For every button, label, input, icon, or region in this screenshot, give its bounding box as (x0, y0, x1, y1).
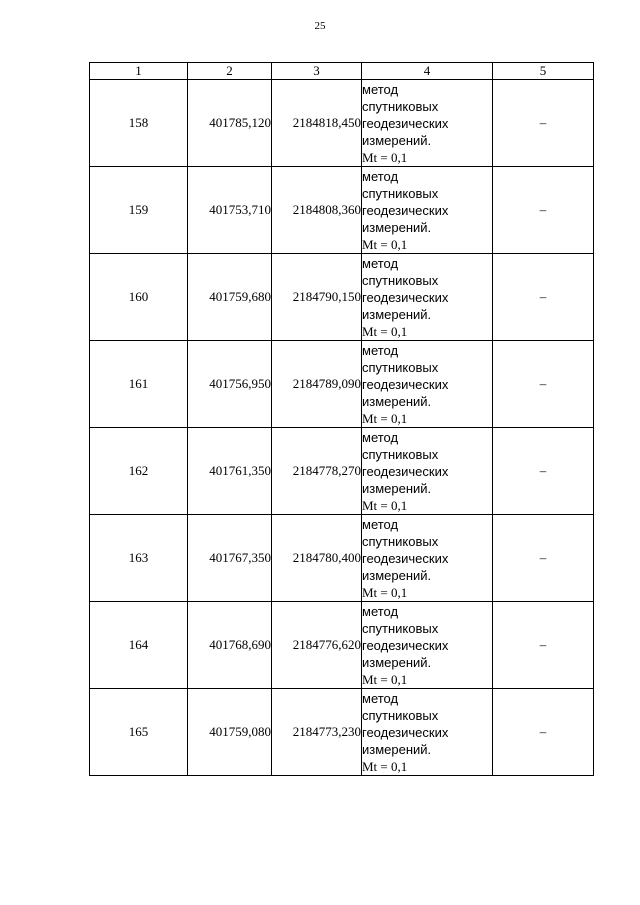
method-line: спутниковых (362, 620, 439, 636)
method-line: метод (362, 516, 399, 532)
table-row (90, 80, 594, 167)
accuracy-value: Mt = 0,1 (362, 149, 408, 165)
coordinate-x: 401761,350 (188, 428, 272, 515)
coordinate-y: 2184808,360 (272, 167, 362, 254)
col5-dash: – (493, 689, 594, 776)
col5-dash: – (493, 254, 594, 341)
method-line: метод (362, 255, 399, 271)
coordinate-x: 401759,680 (188, 254, 272, 341)
accuracy-value: Mt = 0,1 (362, 758, 408, 774)
col5-dash: – (493, 80, 594, 167)
coordinate-y: 2184776,620 (272, 602, 362, 689)
coordinate-x: 401759,080 (188, 689, 272, 776)
method-description (362, 602, 493, 689)
method-description (362, 167, 493, 254)
method-description (362, 254, 493, 341)
header-col-1: 1 (90, 63, 188, 80)
method-line: метод (362, 603, 399, 619)
point-number: 160 (90, 254, 188, 341)
method-description (362, 80, 493, 167)
coordinate-y: 2184780,400 (272, 515, 362, 602)
method-line: геодезических (362, 550, 449, 566)
method-description (362, 515, 493, 602)
method-description (362, 341, 493, 428)
table-row (90, 341, 594, 428)
method-description (362, 689, 493, 776)
coordinate-y: 2184790,150 (272, 254, 362, 341)
method-line: геодезических (362, 724, 449, 740)
method-line: спутниковых (362, 446, 439, 462)
accuracy-value: Mt = 0,1 (362, 497, 408, 513)
accuracy-value: Mt = 0,1 (362, 236, 408, 252)
col5-dash: – (493, 167, 594, 254)
method-line: измерений. (362, 219, 432, 235)
table-body (90, 80, 594, 776)
col5-dash: – (493, 602, 594, 689)
coordinate-y: 2184778,270 (272, 428, 362, 515)
point-number: 158 (90, 80, 188, 167)
table-row (90, 254, 594, 341)
point-number: 159 (90, 167, 188, 254)
point-number: 163 (90, 515, 188, 602)
method-line: метод (362, 429, 399, 445)
method-line: метод (362, 690, 399, 706)
table-row (90, 689, 594, 776)
coordinate-y: 2184818,450 (272, 80, 362, 167)
method-line: спутниковых (362, 98, 439, 114)
header-col-4: 4 (362, 63, 493, 80)
method-line: геодезических (362, 115, 449, 131)
table-row (90, 515, 594, 602)
col5-dash: – (493, 515, 594, 602)
accuracy-value: Mt = 0,1 (362, 323, 408, 339)
method-line: геодезических (362, 202, 449, 218)
method-line: измерений. (362, 132, 432, 148)
table-row (90, 167, 594, 254)
method-line: метод (362, 81, 399, 97)
method-line: геодезических (362, 289, 449, 305)
point-number: 164 (90, 602, 188, 689)
accuracy-value: Mt = 0,1 (362, 410, 408, 426)
method-line: спутниковых (362, 533, 439, 549)
method-line: метод (362, 342, 399, 358)
point-number: 162 (90, 428, 188, 515)
method-line: спутниковых (362, 272, 439, 288)
coordinate-x: 401753,710 (188, 167, 272, 254)
accuracy-value: Mt = 0,1 (362, 671, 408, 687)
col5-dash: – (493, 428, 594, 515)
table-row (90, 602, 594, 689)
method-line: измерений. (362, 741, 432, 757)
method-line: спутниковых (362, 359, 439, 375)
method-line: измерений. (362, 393, 432, 409)
coordinate-x: 401756,950 (188, 341, 272, 428)
point-number: 165 (90, 689, 188, 776)
coordinate-y: 2184773,230 (272, 689, 362, 776)
method-line: геодезических (362, 376, 449, 392)
coordinate-x: 401767,350 (188, 515, 272, 602)
coordinate-y: 2184789,090 (272, 341, 362, 428)
header-col-5: 5 (493, 63, 594, 80)
method-line: спутниковых (362, 185, 439, 201)
method-line: геодезических (362, 637, 449, 653)
coordinate-x: 401785,120 (188, 80, 272, 167)
method-line: спутниковых (362, 707, 439, 723)
table-row (90, 428, 594, 515)
point-number: 161 (90, 341, 188, 428)
header-col-2: 2 (188, 63, 272, 80)
page-number: 25 (314, 20, 326, 32)
method-line: измерений. (362, 306, 432, 322)
header-col-3: 3 (272, 63, 362, 80)
accuracy-value: Mt = 0,1 (362, 584, 408, 600)
col5-dash: – (493, 341, 594, 428)
method-description (362, 428, 493, 515)
table-header-row (90, 63, 594, 80)
coordinate-x: 401768,690 (188, 602, 272, 689)
method-line: измерений. (362, 654, 432, 670)
method-line: метод (362, 168, 399, 184)
method-line: измерений. (362, 567, 432, 583)
coordinates-table (89, 62, 594, 776)
method-line: геодезических (362, 463, 449, 479)
method-line: измерений. (362, 480, 432, 496)
